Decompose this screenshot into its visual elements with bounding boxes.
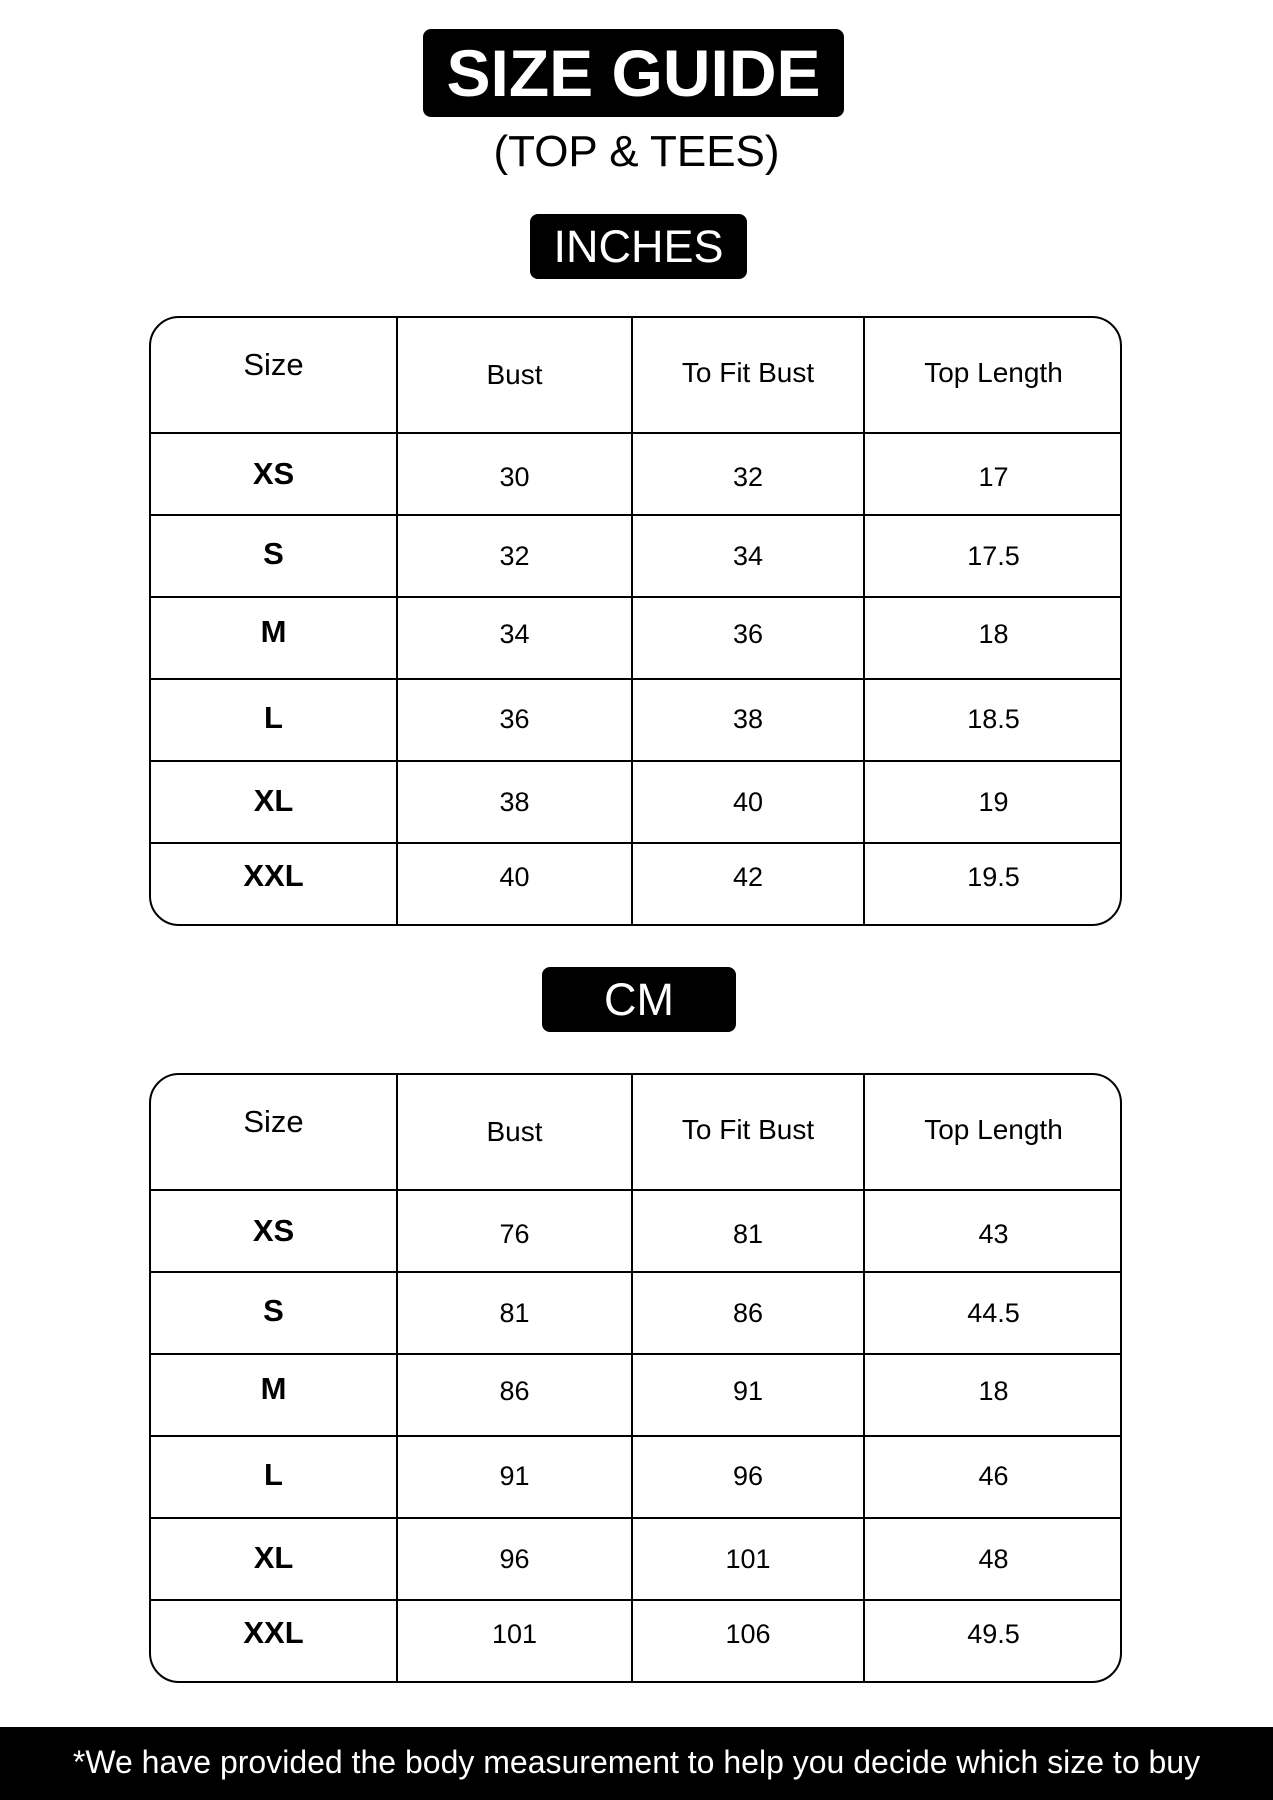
size-cell: M	[260, 1371, 287, 1406]
bust-cell: 40	[499, 862, 530, 892]
size-cell: XXL	[243, 858, 304, 893]
column-header-bust: Bust	[486, 1116, 543, 1147]
bust-cell: 96	[499, 1544, 530, 1574]
bust-cell: 86	[499, 1376, 530, 1406]
row-divider	[151, 678, 1120, 680]
row-divider	[151, 1189, 1120, 1191]
size-cell: XL	[253, 1540, 294, 1575]
bust-cell: 81	[499, 1298, 530, 1328]
column-header-to-fit-bust: To Fit Bust	[681, 1114, 815, 1145]
to-fit-bust-cell: 38	[732, 704, 764, 734]
column-header-to-fit-bust: To Fit Bust	[681, 357, 815, 388]
top-length-cell: 19	[978, 787, 1009, 817]
row-divider	[151, 842, 1120, 844]
to-fit-bust-cell: 86	[732, 1298, 764, 1328]
row-divider	[151, 1599, 1120, 1601]
row-divider	[151, 1517, 1120, 1519]
size-cell: L	[264, 700, 283, 735]
bust-cell: 34	[499, 619, 530, 649]
size-cell: XL	[253, 783, 294, 818]
to-fit-bust-cell: 32	[732, 462, 764, 492]
page-title: SIZE GUIDE	[423, 29, 844, 117]
to-fit-bust-cell: 96	[732, 1461, 764, 1491]
page-subtitle: (TOP & TEES)	[493, 127, 780, 176]
top-length-cell: 43	[978, 1219, 1009, 1249]
top-length-cell: 49.5	[967, 1619, 1020, 1649]
to-fit-bust-cell: 106	[725, 1619, 771, 1649]
row-divider	[151, 432, 1120, 434]
size-cell: S	[263, 1293, 284, 1328]
to-fit-bust-cell: 34	[732, 541, 764, 571]
column-header-size: Size	[243, 1104, 304, 1139]
to-fit-bust-cell: 91	[732, 1376, 764, 1406]
bust-cell: 76	[499, 1219, 530, 1249]
footer-note: *We have provided the body measurement to help you decide which size to buy	[0, 1727, 1273, 1800]
to-fit-bust-cell: 81	[732, 1219, 764, 1249]
column-header-bust: Bust	[486, 359, 543, 390]
column-header-top-length: Top Length	[924, 1114, 1063, 1145]
to-fit-bust-cell: 36	[732, 619, 764, 649]
size-cell: XS	[252, 1213, 295, 1248]
top-length-cell: 19.5	[967, 862, 1020, 892]
row-divider	[151, 596, 1120, 598]
unit-label-inches: INCHES	[530, 214, 747, 279]
top-length-cell: 17	[978, 462, 1009, 492]
top-length-cell: 18.5	[967, 704, 1020, 734]
top-length-cell: 17.5	[967, 541, 1020, 571]
to-fit-bust-cell: 40	[732, 787, 764, 817]
to-fit-bust-cell: 42	[732, 862, 764, 892]
row-divider	[151, 1435, 1120, 1437]
row-divider	[151, 514, 1120, 516]
size-table-cm	[149, 1073, 1122, 1683]
bust-cell: 91	[499, 1461, 530, 1491]
top-length-cell: 46	[978, 1461, 1009, 1491]
unit-label-cm: CM	[542, 967, 736, 1032]
bust-cell: 101	[491, 1619, 538, 1649]
size-cell: S	[263, 536, 284, 571]
bust-cell: 36	[499, 704, 530, 734]
size-cell: XXL	[243, 1615, 304, 1650]
column-header-top-length: Top Length	[924, 357, 1063, 388]
bust-cell: 30	[499, 462, 530, 492]
size-cell: XS	[252, 456, 295, 491]
size-table-inches	[149, 316, 1122, 926]
row-divider	[151, 760, 1120, 762]
bust-cell: 38	[499, 787, 530, 817]
top-length-cell: 18	[978, 619, 1009, 649]
row-divider	[151, 1271, 1120, 1273]
column-header-size: Size	[243, 347, 304, 382]
row-divider	[151, 1353, 1120, 1355]
top-length-cell: 44.5	[967, 1298, 1020, 1328]
size-cell: M	[260, 614, 287, 649]
top-length-cell: 18	[978, 1376, 1009, 1406]
size-cell: L	[264, 1457, 283, 1492]
top-length-cell: 48	[978, 1544, 1009, 1574]
bust-cell: 32	[499, 541, 530, 571]
to-fit-bust-cell: 101	[725, 1544, 771, 1574]
